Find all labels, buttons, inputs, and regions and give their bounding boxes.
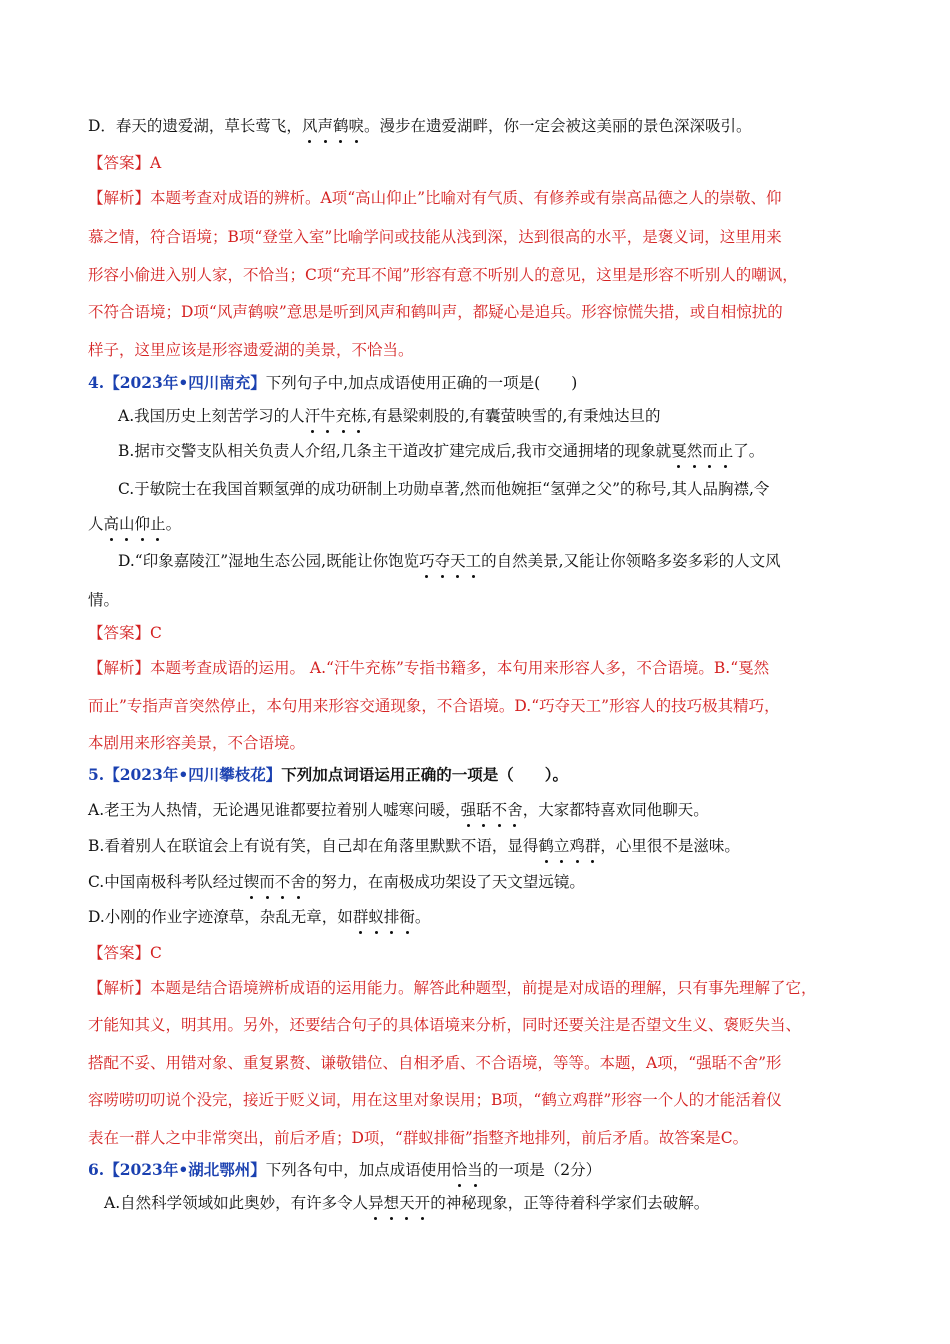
emphasis-idiom: [419, 552, 481, 570]
emphasis-idiom: [353, 908, 415, 926]
emphasis-idiom: [368, 1194, 430, 1212]
emphasis-char: 栋: [351, 407, 367, 425]
emphasis-idiom: [461, 801, 523, 819]
q3-analysis-line: 样子，这里应该是形容遗爱湖的美景，不恰当。: [88, 341, 414, 359]
q4-analysis-line: 而止”专指声音突然停止，本句用来形容交通现象，不合语境。D.“巧夺天工”形容人的技巧极其精巧，: [88, 697, 780, 715]
emphasis-char: 想: [383, 1194, 400, 1212]
emphasis-idiom: [104, 515, 166, 533]
emphasis-char: 排: [383, 908, 400, 926]
q5-analysis-line: 表在一群人之中非常突出，前后矛盾；D项，“群蚁排衙”指整齐地排列，前后矛盾。故答案是C。: [88, 1129, 749, 1147]
question-source: 【2023年•四川攀枝花】: [104, 765, 282, 784]
emphasis-char: 聒: [476, 801, 492, 819]
q6-option-a: A.自然科学领域如此奥妙，有许多令人异想天开的神秘现象，正等待着科学家们去破解。: [104, 1194, 710, 1212]
emphasis-char: 天: [399, 1194, 415, 1212]
q4-analysis-line: 【解析】本题考查成语的运用。 A.“汗牛充栋”专指书籍多，本句用来形容人多，不合语境。B.“戛然: [88, 659, 770, 677]
emphasis-char: 锲: [243, 873, 260, 891]
emphasis-char: 而: [259, 873, 275, 891]
emphasis-char: 鹤: [332, 117, 349, 135]
emphasis-char: 蚁: [368, 908, 384, 926]
q4-analysis-line: 本剧用来形容美景，不合语境。: [88, 734, 306, 752]
emphasis-char: 戛: [671, 442, 687, 460]
emphasis-char: 止: [150, 515, 166, 533]
q4-stem: 4.【2023年•四川南充】下列句子中,加点成语使用正确的一项是( ): [88, 373, 578, 392]
q4-option-d: D.“印象嘉陵江”湿地生态公园,既能让你饱览巧夺天工的自然美景,又能让你领略多姿多彩的人文风: [118, 552, 781, 570]
emphasis-char: 工: [465, 552, 482, 570]
emphasis-char: 汗: [304, 407, 321, 425]
emphasis-char: 当: [467, 1161, 483, 1179]
emphasis-char: 风: [301, 117, 318, 135]
q4-option-b: B.据市交警支队相关负责人介绍,几条主干道改扩建完成后,我市交通拥堵的现象就戛然而止了。: [118, 442, 765, 460]
emphasis-char: 不: [274, 873, 291, 891]
q5-answer: 【答案】C: [88, 944, 162, 962]
q5-analysis-line: 才能知其义，明其用。另外，还要结合句子的具体语境来分析，同时还要关注是否望文生义、褒贬失当、: [88, 1016, 802, 1034]
q4-option-a: A.我国历史上刻苦学习的人汗牛充栋,有悬梁刺股的,有囊萤映雪的,有秉烛达旦的: [118, 407, 661, 425]
q3-analysis-line: 形容小偷进入别人家，不恰当；C项“充耳不闻”形容有意不听别人的意见，这里是形容不听别人的嘲讽，: [88, 266, 798, 284]
q3-option-d: D．春天的遗爱湖，草长莺飞，风声鹤唳。漫步在遗爱湖畔，你一定会被这美丽的景色深深吸引。: [88, 117, 752, 135]
q5-option-c: C.中国南极科考队经过锲而不舍的努力，在南极成功架设了天文望远镜。: [88, 873, 585, 891]
emphasis-char: 鹤: [538, 837, 554, 855]
emphasis-char: 开: [414, 1194, 431, 1212]
emphasis-char: 唳: [348, 117, 364, 135]
q5-option-d: D.小刚的作业字迹潦草，杂乱无章，如群蚁排衙。: [88, 908, 431, 926]
emphasis-char: 巧: [419, 552, 435, 570]
q4-option-d-cont: 情。: [88, 591, 120, 609]
q5-option-a: A.老王为人热情，无论遇见谁都要拉着别人嘘寒问暖，强聒不舍，大家都特喜欢同他聊天。: [88, 801, 709, 819]
emphasis-word: [452, 1161, 483, 1179]
question-source: 【2023年•四川南充】: [104, 373, 266, 392]
emphasis-char: 恰: [451, 1161, 468, 1179]
emphasis-char: 声: [317, 117, 333, 135]
q5-analysis-line: 搭配不妥、用错对象、重复累赘、谦敬错位、自相矛盾、不合语境，等等。本题，A项，“强聒不舍”形: [88, 1054, 782, 1072]
emphasis-idiom: [305, 407, 367, 425]
q3-analysis-line: 不符合语境；D项“风声鹤唳”意思是听到风声和鹤叫声，都疑心是追兵。形容惊慌失措，或自相惊扰的: [88, 303, 783, 321]
emphasis-char: 不: [491, 801, 508, 819]
q3-analysis-line: 【解析】本题考查对成语的辨析。A项“高山仰止”比喻对有气质、有修养或有崇高品德之人的崇敬、仰: [88, 189, 782, 207]
emphasis-char: 群: [584, 837, 601, 855]
q3-analysis-line: 慕之情，符合语境；B项“登堂入室”比喻学问或技能从浅到深，达到很高的水平，是褒义词，这里用来: [88, 228, 782, 246]
q3-answer: 【答案】A: [88, 154, 162, 172]
emphasis-char: 舍: [507, 801, 523, 819]
q4-option-c: C.于敏院士在我国首颗氢弹的成功研制上功勋卓著,然而他婉拒“氢弹之父”的称号,其人品胸襟,令: [118, 480, 770, 498]
emphasis-char: 而: [702, 442, 718, 460]
q5-analysis-line: 容唠唠叨叨说个没完，接近于贬义词，用在这里对象误用；B项，“鹤立鸡群”形容一个人的才能活着仪: [88, 1091, 782, 1109]
emphasis-char: 舍: [290, 873, 306, 891]
emphasis-char: 山: [119, 515, 135, 533]
q4-option-c-cont: 人高山仰止。: [88, 515, 182, 533]
emphasis-idiom: [671, 442, 733, 460]
question-number: 4.: [88, 373, 105, 392]
q4-answer: 【答案】C: [88, 624, 162, 642]
emphasis-char: 仰: [134, 515, 151, 533]
emphasis-char: 立: [553, 837, 570, 855]
q5-analysis-line: 【解析】本题是结合语境辨析成语的运用能力。解答此种题型，前提是对成语的理解，只有事先理解了它，: [88, 979, 817, 997]
emphasis-char: 鸡: [569, 837, 585, 855]
emphasis-char: 牛: [320, 407, 336, 425]
q5-option-b: B.看着别人在联谊会上有说有笑，自己却在角落里默默不语，显得鹤立鸡群，心里很不是滋味。: [88, 837, 740, 855]
emphasis-char: 夺: [434, 552, 451, 570]
emphasis-char: 群: [352, 908, 369, 926]
emphasis-idiom: [538, 837, 600, 855]
emphasis-char: 天: [450, 552, 466, 570]
q5-stem: 5.【2023年•四川攀枝花】下列加点词语运用正确的一项是（ ）。: [88, 765, 569, 784]
question-source: 【2023年•湖北鄂州】: [104, 1160, 266, 1179]
emphasis-idiom: [244, 873, 306, 891]
emphasis-char: 衙: [399, 908, 415, 926]
emphasis-char: 止: [717, 442, 734, 460]
emphasis-char: 异: [368, 1194, 384, 1212]
emphasis-char: 强: [460, 801, 477, 819]
question-number: 6.: [88, 1160, 105, 1179]
emphasis-char: 然: [686, 442, 703, 460]
emphasis-idiom: [302, 117, 364, 135]
emphasis-char: 充: [335, 407, 352, 425]
question-number: 5.: [88, 765, 105, 784]
q6-stem: 6.【2023年•湖北鄂州】下列各句中，加点成语使用恰当的一项是（2分）: [88, 1160, 602, 1179]
emphasis-char: 高: [103, 515, 120, 533]
